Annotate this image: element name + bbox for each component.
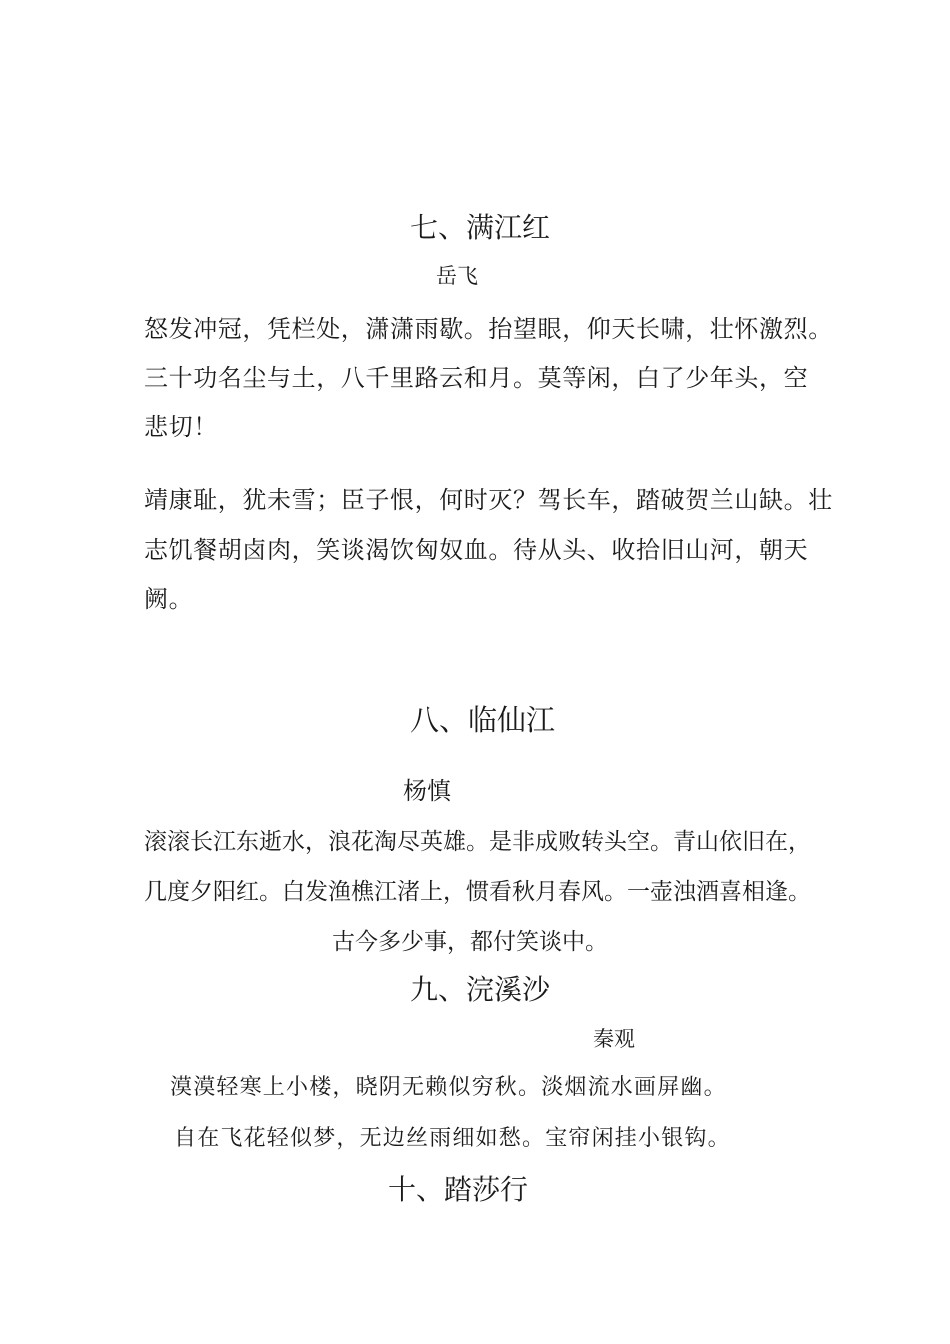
poem7-line: 靖康耻，犹未雪；臣子恨，何时灭？驾长车，踏破贺兰山缺。壮 [144, 486, 833, 514]
poem7-title: 七、满江红 [410, 211, 551, 244]
poem8-title: 八、临仙江 [410, 703, 556, 737]
poem8-line: 滚滚长江东逝水，浪花淘尽英雄。是非成败转头空。青山依旧在， [144, 829, 811, 855]
poem9-line: 漠漠轻寒上小楼，晓阴无赖似穷秋。淡烟流水画屏幽。 [170, 1075, 727, 1100]
poem7-line: 怒发冲冠，凭栏处，潇潇雨歇。抬望眼，仰天长啸，壮怀激烈。 [144, 315, 833, 343]
poem7-line: 志饥餐胡卤肉，笑谈渴饮匈奴血。待从头、收拾旧山河，朝天 [144, 536, 809, 564]
poem8-line: 古今多少事，都付笑谈中。 [332, 929, 608, 955]
poem9-author: 秦观 [593, 1027, 635, 1051]
poem9-line: 自在飞花轻似梦，无边丝雨细如愁。宝帘闲挂小银钩。 [174, 1126, 731, 1151]
poem7-line: 悲切！ [144, 413, 218, 441]
poem10-title: 十、踏莎行 [388, 1173, 529, 1206]
poem7-author: 岳飞 [436, 264, 478, 288]
poem8-author: 杨慎 [403, 777, 451, 805]
poem9-title: 九、浣溪沙 [410, 973, 551, 1006]
poem7-line: 阙。 [144, 585, 194, 613]
poem7-line: 三十功名尘与土，八千里路云和月。莫等闲，白了少年头，空 [144, 364, 809, 392]
poem8-line: 几度夕阳红。白发渔樵江渚上，惯看秋月春风。一壶浊酒喜相逢。 [144, 879, 811, 905]
